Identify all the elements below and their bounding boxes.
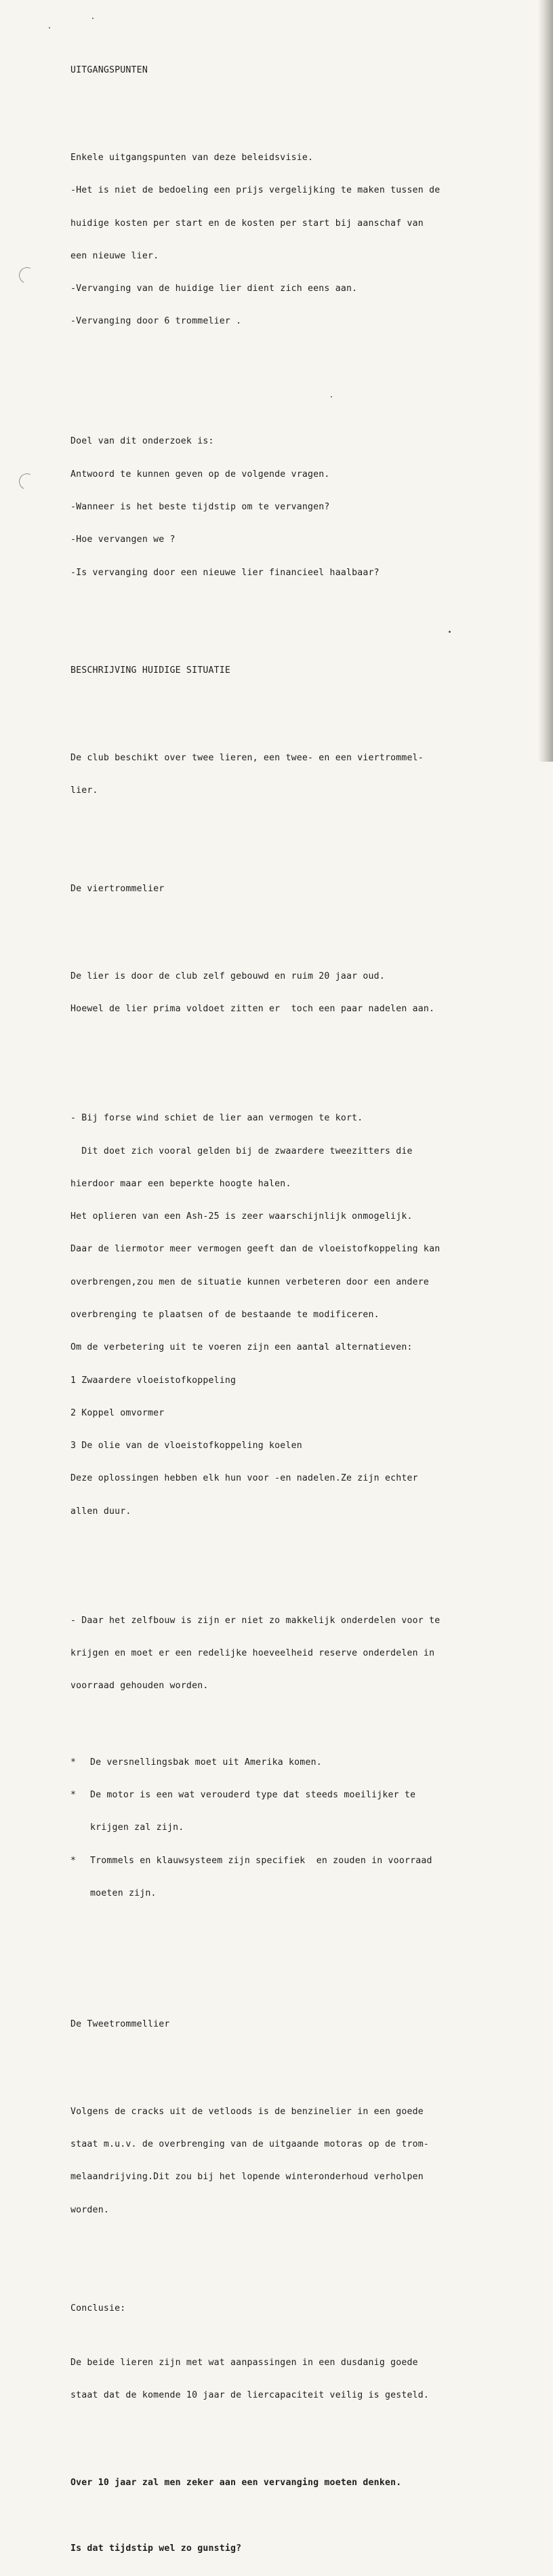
list-item: [70, 1856, 518, 1867]
text-line: 1 Zwaardere vloeistofkoppeling: [70, 1375, 237, 1386]
text-line: Daar de liermotor meer vermogen geeft dan de vloeistofkoppeling kan: [70, 1244, 441, 1255]
text-line: - Bij forse wind schiet de lier aan vermogen te kort.: [70, 1113, 363, 1124]
spacer: [70, 2052, 518, 2063]
spacer: [70, 1943, 518, 1953]
closing-question: Is dat tijdstip wel zo gunstig?: [70, 2543, 242, 2554]
typed-document: [70, 33, 518, 2576]
section-heading-viertrommelier: De viertrommelier: [70, 884, 165, 895]
uitgangspunten-body: [70, 131, 518, 349]
section-heading-uitgangspunten: UITGANGSPUNTEN: [70, 65, 148, 76]
spacer: [70, 1561, 518, 1572]
text-line: Hoewel de lier prima voldoet zitten er toch een paar nadelen aan.: [70, 1004, 435, 1015]
text-line: 2 Koppel omvormer: [70, 1407, 165, 1418]
text-line: -Hoe vervangen we ?: [70, 534, 176, 545]
section-heading-conclusie: Conclusie:: [70, 2303, 126, 2314]
text-line: overbrenging te plaatsen of de bestaande te modificeren.: [70, 1309, 380, 1320]
beschrijving-body: [70, 731, 518, 819]
asterisk-bullet-icon: *: [70, 1855, 77, 1866]
text-line: -Vervanging door 6 trommelier .: [70, 316, 242, 327]
text-line: Enkele uitgangspunten van deze beleidsvisie.: [70, 153, 314, 163]
text-line: Dit doet zich vooral gelden bij de zwaardere tweezitters die: [70, 1146, 413, 1156]
list-item-text: krijgen zal zijn.: [90, 1822, 184, 1833]
viertrommelier-wind: [70, 1091, 518, 1539]
text-line: hierdoor maar een beperkte hoogte halen.: [70, 1178, 291, 1189]
text-line: De beide lieren zijn met wat aanpassingen in een dusdanig goede: [70, 2357, 418, 2368]
doel-body: [70, 414, 518, 600]
list-item-text: Trommels en klauwsysteem zijn specifiek en zouden in voorraad: [90, 1855, 432, 1866]
text-line: worden.: [70, 2204, 109, 2215]
spacer: [70, 2445, 518, 2456]
section-heading-beschrijving: BESCHRIJVING HUIDIGE SITUATIE: [70, 665, 231, 676]
text-line: een nieuwe lier.: [70, 250, 159, 261]
text-line: - Daar het zelfbouw is zijn er niet zo makkelijk onderdelen voor te: [70, 1615, 441, 1626]
punch-hole-bottom: [17, 471, 38, 492]
spacer: [70, 2259, 518, 2270]
scan-speck: [92, 18, 94, 19]
text-line: -Vervanging van de huidige lier dient zich eens aan.: [70, 284, 358, 294]
tweetrommellier-body: [70, 2085, 518, 2238]
viertrommelier-zelfbouw: [70, 1593, 518, 1713]
list-item-text: De versnellingsbak moet uit Amerika komen.: [90, 1757, 322, 1768]
bullet-list: [70, 1736, 518, 1921]
text-line: Om de verbetering uit te voeren zijn een aantal alternatieven:: [70, 1342, 413, 1353]
spacer: [70, 98, 518, 109]
text-line: huidige kosten per start en de kosten per start bij aanschaf van: [70, 218, 424, 229]
spacer: [70, 840, 518, 851]
text-line: De lier is door de club zelf gebouwd en ruim 20 jaar oud.: [70, 971, 385, 982]
text-line: Deze oplossingen hebben elk hun voor -en nadelen.Ze zijn echter: [70, 1473, 418, 1484]
spacer: [70, 371, 518, 382]
text-line: melaandrijving.Dit zou bij het lopende winteronderhoud verholpen: [70, 2172, 424, 2183]
spacer: [70, 917, 518, 928]
spacer: [70, 622, 518, 633]
text-line: krijgen en moet er een redelijke hoeveelheid reserve onderdelen in: [70, 1647, 435, 1658]
text-line: staat dat de komende 10 jaar de liercapaciteit veilig is gesteld.: [70, 2390, 430, 2401]
text-line: Het oplieren van een Ash-25 is zeer waarschijnlijk onmogelijk.: [70, 1211, 413, 1222]
text-line: 3 De olie van de vloeistofkoppeling koelen: [70, 1441, 302, 1451]
punch-hole-top: [17, 265, 38, 286]
viertrommelier-intro: [70, 950, 518, 1037]
list-item-text: De motor is een wat verouderd type dat steeds moeilijker te: [90, 1790, 416, 1801]
text-line: staat m.u.v. de overbrenging van de uitgaande motoras op de trom-: [70, 2139, 430, 2150]
page-edge-shadow: [538, 0, 553, 762]
scan-speck: [49, 27, 50, 28]
spacer: [70, 2510, 518, 2521]
text-line: -Wanneer is het beste tijdstip om te vervangen?: [70, 502, 330, 513]
text-line: lier.: [70, 785, 98, 796]
list-item-text: moeten zijn.: [90, 1888, 157, 1898]
text-line: -Is vervanging door een nieuwe lier financieel haalbaar?: [70, 567, 380, 578]
conclusie-body: [70, 2336, 518, 2423]
asterisk-bullet-icon: *: [70, 1790, 77, 1801]
text-line: De club beschikt over twee lieren, een twee- en een viertrommel-: [70, 753, 424, 764]
spacer: [70, 1976, 518, 1987]
text-line: Volgens de cracks uit de vetloods is de benzinelier in een goede: [70, 2106, 424, 2117]
spacer: [70, 1059, 518, 1070]
text-line: voorraad gehouden worden.: [70, 1681, 209, 1692]
list-item: [70, 1790, 518, 1801]
text-line: Doel van dit onderzoek is:: [70, 436, 214, 447]
text-line: Antwoord te kunnen geven op de volgende vragen.: [70, 469, 330, 480]
asterisk-bullet-icon: *: [70, 1757, 77, 1768]
spacer: [70, 699, 518, 709]
text-line: -Het is niet de bedoeling een prijs vergelijking te maken tussen de: [70, 185, 441, 196]
conclusion-statement: Over 10 jaar zal men zeker aan een vervanging moeten denken.: [70, 2478, 402, 2488]
section-heading-tweetrommellier: De Tweetrommellier: [70, 2019, 170, 2030]
text-line: overbrengen,zou men de situatie kunnen verbeteren door een andere: [70, 1276, 430, 1287]
text-line: allen duur.: [70, 1506, 131, 1517]
list-item: [70, 1757, 518, 1768]
